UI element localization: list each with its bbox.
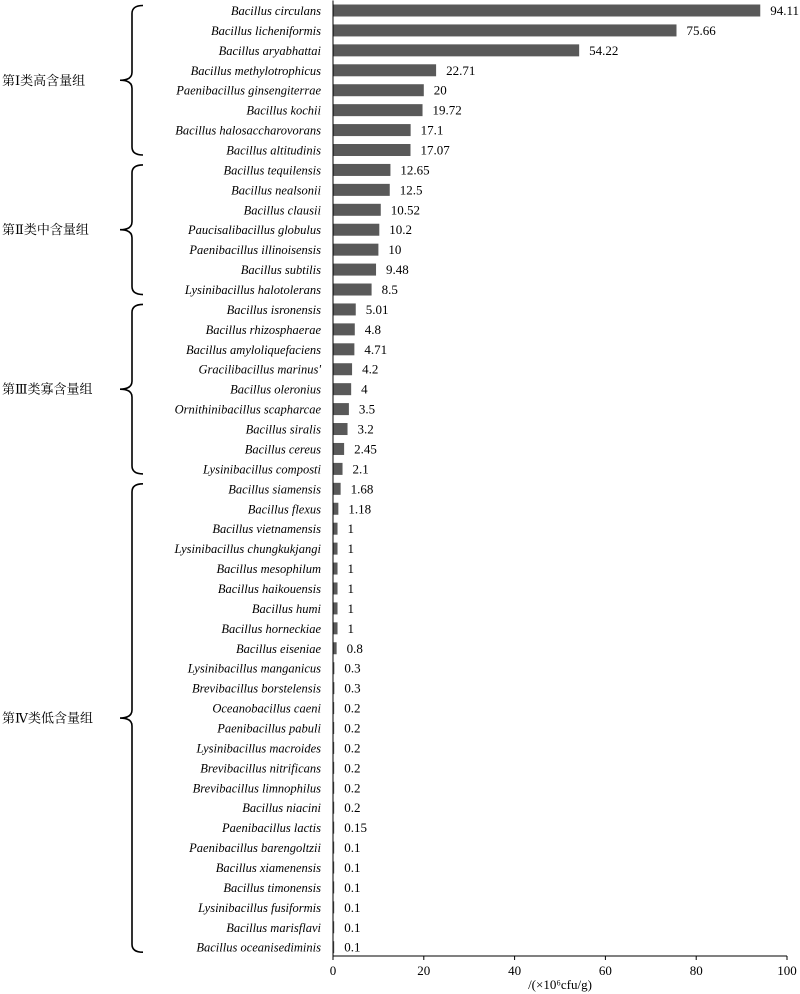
value-label: 22.71	[446, 62, 476, 78]
bar	[333, 463, 343, 475]
bar	[333, 503, 338, 515]
category-label: Bacillus aryabhattai	[218, 43, 321, 58]
category-label: Lysinibacillus manganicus	[187, 661, 321, 676]
category-label: Lysinibacillus fusiformis	[198, 900, 321, 915]
category-label: Bacillus amyloliquefaciens	[185, 342, 321, 357]
group-brackets	[2, 6, 143, 953]
value-label: 8.5	[381, 282, 398, 298]
category-label: Bacillus vietnamensis	[212, 522, 321, 537]
category-labels	[174, 4, 322, 955]
value-label: 0.3	[344, 680, 361, 696]
value-label: 0.1	[344, 919, 361, 935]
value-label: 1	[347, 600, 355, 616]
bar	[333, 642, 337, 654]
group-label: 第Ⅳ类低含量组	[2, 710, 93, 726]
bar	[333, 602, 338, 614]
value-label: 0.1	[344, 840, 361, 856]
value-label: 0.2	[344, 740, 361, 756]
category-label: Bacillus oleronius	[230, 382, 321, 397]
bar	[333, 563, 338, 575]
category-label: Bacillus nealsonii	[231, 183, 321, 198]
bar	[333, 204, 381, 216]
value-label: 3.2	[357, 421, 374, 437]
value-label: 17.07	[420, 142, 450, 158]
category-label: Gracilibacillus marinus'	[198, 362, 321, 377]
category-label: Brevibacillus borstelensis	[191, 681, 321, 696]
category-label: Bacillus cereus	[244, 442, 321, 457]
category-label: Lysinibacillus composti	[202, 462, 321, 477]
value-label: 17.1	[420, 122, 444, 138]
bar	[333, 523, 338, 535]
value-label: 54.22	[589, 42, 619, 58]
bar	[333, 543, 338, 555]
value-label: 1	[347, 620, 355, 636]
bar	[333, 124, 411, 136]
category-label: Lysinibacillus macroides	[196, 741, 321, 756]
category-label: Bacillus humi	[251, 601, 321, 616]
x-tick-label: 80	[689, 963, 703, 978]
category-label: Bacillus altitudinis	[226, 143, 321, 158]
bar	[333, 5, 760, 17]
value-label: 94.11	[770, 3, 800, 18]
category-label: Bacillus licheniformis	[210, 23, 321, 38]
category-label: Bacillus tequilensis	[223, 163, 321, 178]
group-bracket	[120, 484, 143, 952]
value-label: 2.1	[352, 461, 369, 477]
value-label: 0.2	[344, 700, 361, 716]
bar	[333, 64, 436, 76]
bar	[333, 264, 376, 276]
category-label: Bacillus isronensis	[226, 302, 321, 317]
category-label: Paenibacillus lactis	[222, 821, 321, 836]
category-label: Lysinibacillus chungkukjangi	[174, 542, 321, 557]
group-label: 第Ⅰ类高含量组	[2, 72, 86, 88]
value-label: 0.8	[346, 640, 363, 656]
bar	[333, 44, 579, 56]
category-label: Bacillus mesophilum	[216, 562, 321, 577]
category-label: Oceanobacillus caeni	[212, 701, 321, 716]
bar	[333, 383, 351, 395]
x-axis-title: /(×10⁶cfu/g)	[528, 977, 592, 992]
x-tick-label: 60	[598, 963, 612, 978]
category-label: Paenibacillus ginsengiterrae	[176, 83, 321, 98]
value-label: 5.01	[365, 301, 389, 317]
value-label: 2.45	[354, 441, 377, 457]
category-label: Bacillus flexus	[247, 502, 321, 517]
bar	[333, 164, 390, 176]
bar	[333, 582, 338, 594]
category-label: Bacillus eiseniae	[235, 641, 321, 656]
category-label: Bacillus haikouensis	[217, 581, 321, 596]
group-label: 第Ⅲ类寡含量组	[2, 381, 93, 397]
value-label: 9.48	[386, 262, 409, 278]
category-label: Paucisalibacillus globulus	[188, 223, 321, 238]
category-label: Paenibacillus barengoltzii	[189, 841, 321, 856]
value-label: 10.2	[389, 222, 413, 238]
value-label: 0.1	[344, 939, 361, 955]
value-label: 4.71	[364, 341, 388, 357]
bar	[333, 443, 344, 455]
x-ticks	[330, 956, 797, 978]
category-label: Lysinibacillus halotolerans	[184, 283, 321, 298]
category-label: Ornithinibacillus scapharcae	[174, 402, 321, 417]
value-label: 19.72	[432, 102, 462, 118]
category-label: Bacillus clausii	[243, 203, 321, 218]
value-label: 10.52	[390, 202, 421, 218]
bar	[333, 104, 423, 116]
category-label: Bacillus circulans	[230, 4, 321, 18]
category-label: Bacillus subtilis	[240, 263, 321, 278]
value-labels	[344, 3, 799, 955]
value-label: 4	[361, 381, 368, 397]
value-label: 1	[347, 561, 355, 577]
category-label: Bacillus siamensis	[228, 482, 321, 497]
value-label: 0.2	[344, 780, 361, 796]
value-label: 0.2	[344, 760, 361, 776]
value-label: 0.1	[344, 879, 361, 895]
value-label: 0.1	[344, 859, 361, 875]
value-label: 0.1	[344, 899, 361, 915]
category-label: Bacillus halosaccharovorans	[175, 123, 321, 138]
bar	[333, 483, 341, 495]
category-label: Bacillus marisflavi	[226, 920, 321, 935]
bar	[333, 224, 379, 236]
bar	[333, 84, 424, 96]
value-label: 0.2	[344, 720, 361, 736]
bar	[333, 284, 372, 296]
x-tick-label: 0	[329, 963, 337, 978]
group-bracket	[120, 6, 143, 156]
value-label: 1	[347, 541, 355, 557]
bar	[333, 323, 355, 335]
group-label: 第Ⅱ类中含量组	[2, 222, 89, 238]
category-label: Bacillus kochii	[246, 103, 321, 118]
value-label: 3.5	[358, 401, 376, 417]
value-label: 1.68	[350, 481, 374, 497]
bars-layer	[333, 5, 760, 954]
bar	[333, 343, 354, 355]
category-label: Bacillus xiamenensis	[215, 860, 321, 875]
value-label: 1	[347, 521, 355, 537]
bar	[333, 403, 349, 415]
value-label: 0.3	[344, 660, 361, 676]
category-label: Bacillus oceanisediminis	[196, 940, 321, 955]
value-label: 4.2	[362, 361, 379, 377]
value-label: 1	[347, 580, 355, 596]
x-tick-label: 100	[777, 963, 797, 978]
category-label: Bacillus horneckiae	[221, 621, 321, 636]
category-label: Bacillus siralis	[245, 422, 321, 437]
value-label: 0.15	[344, 820, 367, 836]
x-tick-label: 40	[508, 963, 522, 978]
value-label: 75.66	[686, 22, 716, 38]
category-label: Bacillus timonensis	[223, 880, 321, 895]
value-label: 0.2	[344, 800, 361, 816]
category-label: Brevibacillus nitrificans	[200, 761, 321, 776]
bar	[333, 622, 338, 634]
bar	[333, 244, 378, 256]
value-label: 20	[433, 82, 447, 98]
bar	[333, 363, 352, 375]
category-label: Bacillus methylotrophicus	[190, 63, 321, 78]
x-tick-label: 20	[417, 963, 431, 978]
value-label: 1.18	[348, 501, 372, 517]
category-label: Bacillus rhizosphaerae	[205, 322, 321, 337]
value-label: 10	[388, 242, 402, 258]
bar	[333, 184, 390, 196]
value-label: 4.8	[364, 321, 382, 337]
group-bracket	[120, 165, 143, 295]
bar	[333, 303, 356, 315]
category-label: Paenibacillus pabuli	[217, 721, 321, 736]
bar	[333, 423, 348, 435]
category-label: Brevibacillus limnophilus	[192, 781, 321, 796]
value-label: 12.65	[400, 162, 430, 178]
category-label: Paenibacillus illinoisensis	[189, 243, 321, 258]
group-bracket	[120, 304, 143, 473]
category-label: Bacillus niacini	[242, 801, 321, 816]
bar	[333, 144, 411, 156]
value-label: 12.5	[399, 182, 423, 198]
bar	[333, 24, 677, 36]
